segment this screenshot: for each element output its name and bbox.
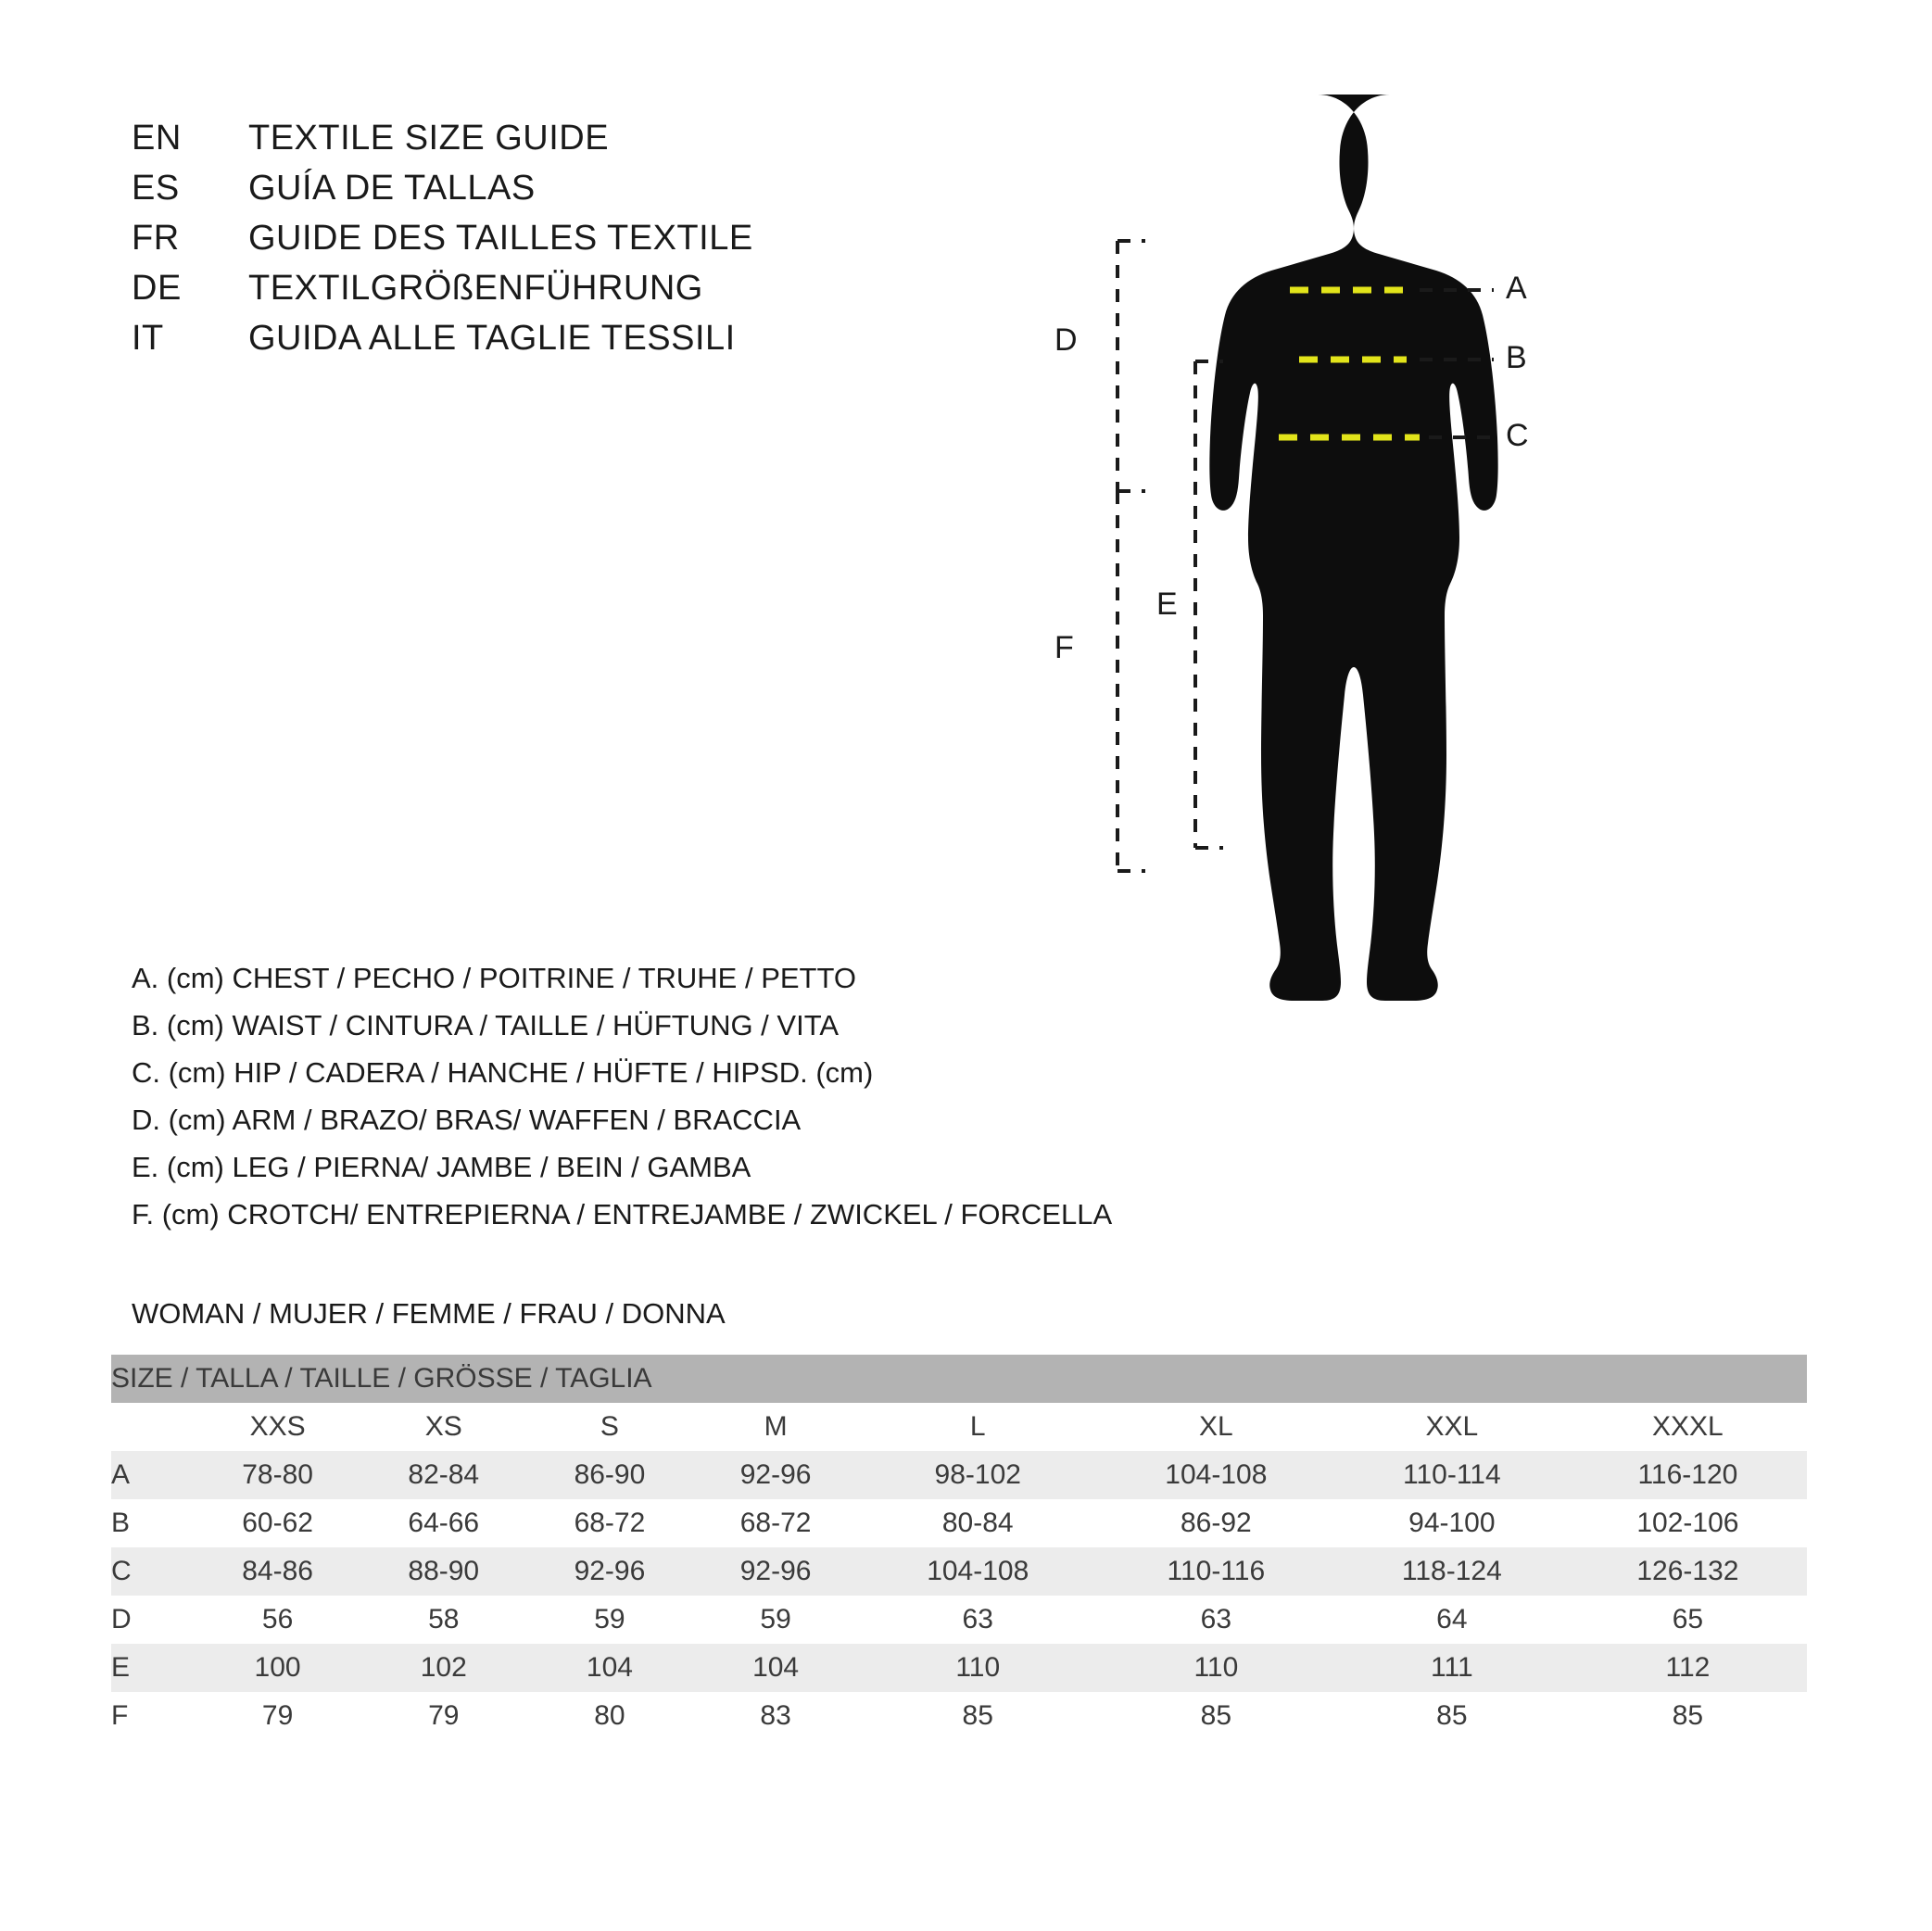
table-header-xxxl: XXXL	[1569, 1403, 1807, 1451]
cell-d-xxs: 56	[195, 1596, 360, 1644]
bracket-d-icon	[1118, 241, 1145, 491]
title-row	[132, 219, 891, 269]
cell-c-xl: 110-116	[1097, 1547, 1335, 1596]
cell-b-xxs: 60-62	[195, 1499, 360, 1547]
size-table	[111, 1355, 1807, 1740]
title-text-it: GUIDA ALLE TAGLIE TESSILI	[248, 319, 736, 358]
table-header-row	[111, 1403, 1807, 1451]
cell-f-s: 80	[526, 1692, 692, 1740]
cell-e-xs: 102	[360, 1644, 526, 1692]
cell-e-xxl: 111	[1335, 1644, 1569, 1692]
title-text-fr: GUIDE DES TAILLES TEXTILE	[248, 219, 753, 258]
cell-b-l: 80-84	[859, 1499, 1097, 1547]
label-b: B	[1506, 340, 1527, 375]
cell-c-xxs: 84-86	[195, 1547, 360, 1596]
table-banner-label: SIZE / TALLA / TAILLE / GRÖSSE / TAGLIA	[111, 1355, 1807, 1403]
title-lang-en: EN	[132, 119, 182, 158]
table-header-m: M	[693, 1403, 859, 1451]
row-label-f: F	[111, 1692, 195, 1740]
legend-block	[132, 964, 1244, 1247]
cell-e-xxxl: 112	[1569, 1644, 1807, 1692]
cell-c-xxxl: 126-132	[1569, 1547, 1807, 1596]
title-text-de: TEXTILGRÖßENFÜHRUNG	[248, 269, 703, 308]
cell-f-xs: 79	[360, 1692, 526, 1740]
cell-c-l: 104-108	[859, 1547, 1097, 1596]
cell-d-xxl: 64	[1335, 1596, 1569, 1644]
cell-d-l: 63	[859, 1596, 1097, 1644]
table-row	[111, 1596, 1807, 1644]
title-lang-de: DE	[132, 269, 182, 308]
title-block	[132, 119, 891, 369]
title-lang-fr: FR	[132, 219, 180, 258]
table-header-l: L	[859, 1403, 1097, 1451]
title-row	[132, 119, 891, 169]
table-corner-cell	[111, 1403, 195, 1451]
cell-f-xxl: 85	[1335, 1692, 1569, 1740]
cell-b-xs: 64-66	[360, 1499, 526, 1547]
row-label-e: E	[111, 1644, 195, 1692]
table-row	[111, 1451, 1807, 1499]
cell-b-xxl: 94-100	[1335, 1499, 1569, 1547]
label-c: C	[1506, 418, 1529, 453]
cell-a-s: 86-90	[526, 1451, 692, 1499]
row-label-b: B	[111, 1499, 195, 1547]
cell-e-s: 104	[526, 1644, 692, 1692]
cell-b-s: 68-72	[526, 1499, 692, 1547]
cell-d-xl: 63	[1097, 1596, 1335, 1644]
woman-silhouette-icon	[1209, 95, 1497, 1001]
audience-label: WOMAN / MUJER / FEMME / FRAU / DONNA	[132, 1297, 726, 1330]
cell-a-xs: 82-84	[360, 1451, 526, 1499]
cell-c-xs: 88-90	[360, 1547, 526, 1596]
cell-e-l: 110	[859, 1644, 1097, 1692]
cell-a-xxxl: 116-120	[1569, 1451, 1807, 1499]
title-row	[132, 169, 891, 219]
cell-d-xs: 58	[360, 1596, 526, 1644]
cell-a-m: 92-96	[693, 1451, 859, 1499]
legend-item-d: D. (cm) ARM / BRAZO/ BRAS/ WAFFEN / BRACCIA	[132, 1104, 802, 1136]
row-label-c: C	[111, 1547, 195, 1596]
cell-d-m: 59	[693, 1596, 859, 1644]
title-row	[132, 269, 891, 319]
cell-d-s: 59	[526, 1596, 692, 1644]
cell-b-xxxl: 102-106	[1569, 1499, 1807, 1547]
title-lang-es: ES	[132, 169, 180, 208]
table-banner-row	[111, 1355, 1807, 1403]
label-d: D	[1054, 322, 1078, 358]
cell-c-m: 92-96	[693, 1547, 859, 1596]
table-header-xxs: XXS	[195, 1403, 360, 1451]
cell-f-l: 85	[859, 1692, 1097, 1740]
label-e: E	[1156, 587, 1178, 622]
cell-a-xxs: 78-80	[195, 1451, 360, 1499]
table-header-s: S	[526, 1403, 692, 1451]
legend-item-a: A. (cm) CHEST / PECHO / POITRINE / TRUHE / PETTO	[132, 962, 856, 994]
table-row	[111, 1499, 1807, 1547]
cell-e-xl: 110	[1097, 1644, 1335, 1692]
cell-b-xl: 86-92	[1097, 1499, 1335, 1547]
cell-e-xxs: 100	[195, 1644, 360, 1692]
title-lang-it: IT	[132, 319, 164, 358]
table-header-xxl: XXL	[1335, 1403, 1569, 1451]
label-a: A	[1506, 271, 1527, 306]
legend-item-c: C. (cm) HIP / CADERA / HANCHE / HÜFTE / HIPSD. (cm)	[132, 1056, 874, 1089]
row-label-a: A	[111, 1451, 195, 1499]
title-text-es: GUÍA DE TALLAS	[248, 169, 536, 208]
table-header-xl: XL	[1097, 1403, 1335, 1451]
row-label-d: D	[111, 1596, 195, 1644]
title-row	[132, 319, 891, 369]
cell-f-xl: 85	[1097, 1692, 1335, 1740]
table-row	[111, 1644, 1807, 1692]
legend-item-e: E. (cm) LEG / PIERNA/ JAMBE / BEIN / GAMBA	[132, 1151, 751, 1183]
table-row	[111, 1547, 1807, 1596]
label-f: F	[1054, 630, 1074, 665]
table-row	[111, 1692, 1807, 1740]
cell-a-xl: 104-108	[1097, 1451, 1335, 1499]
cell-f-m: 83	[693, 1692, 859, 1740]
cell-c-s: 92-96	[526, 1547, 692, 1596]
table-header-xs: XS	[360, 1403, 526, 1451]
cell-c-xxl: 118-124	[1335, 1547, 1569, 1596]
legend-item-f: F. (cm) CROTCH/ ENTREPIERNA / ENTREJAMBE / ZWICKEL / FORCELLA	[132, 1198, 1113, 1231]
cell-d-xxxl: 65	[1569, 1596, 1807, 1644]
legend-item-b: B. (cm) WAIST / CINTURA / TAILLE / HÜFTUNG / VITA	[132, 1009, 840, 1041]
bracket-f-icon	[1118, 491, 1145, 871]
cell-e-m: 104	[693, 1644, 859, 1692]
cell-f-xxxl: 85	[1569, 1692, 1807, 1740]
cell-a-l: 98-102	[859, 1451, 1097, 1499]
cell-f-xxs: 79	[195, 1692, 360, 1740]
cell-a-xxl: 110-114	[1335, 1451, 1569, 1499]
title-text-en: TEXTILE SIZE GUIDE	[248, 119, 610, 158]
cell-b-m: 68-72	[693, 1499, 859, 1547]
